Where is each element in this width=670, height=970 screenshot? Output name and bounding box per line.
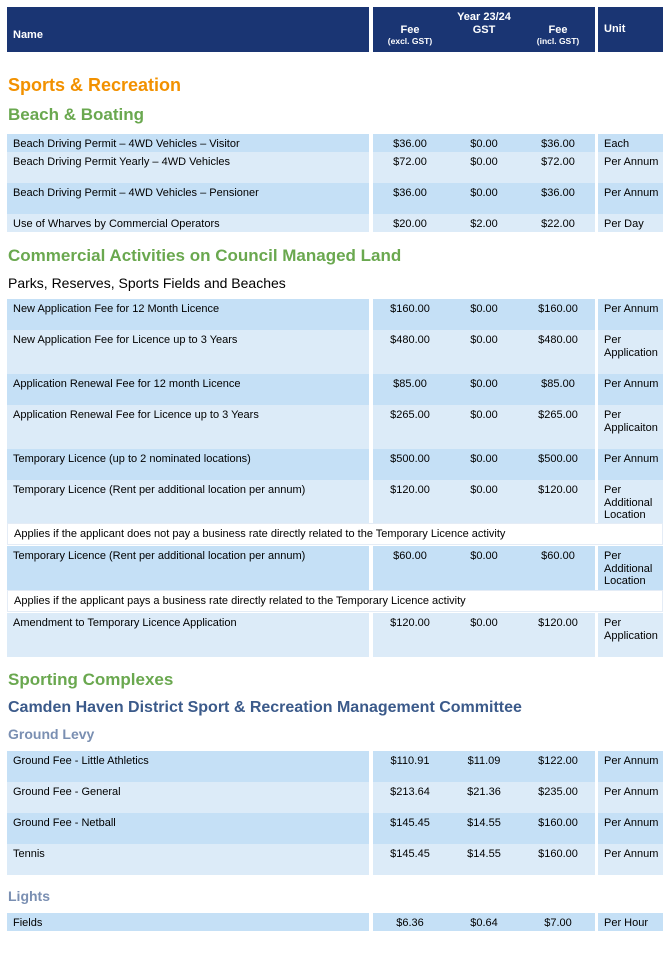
row-unit: Per Day xyxy=(598,214,663,232)
fee-excl: $72.00 xyxy=(393,156,427,168)
fee-excl: $500.00 xyxy=(390,453,430,465)
fee-excl: $213.64 xyxy=(390,786,430,798)
row-unit: Per Annum xyxy=(598,374,663,405)
fee-incl: $480.00 xyxy=(538,334,578,346)
fee-excl: $110.91 xyxy=(390,755,430,767)
row-fees xyxy=(373,613,595,657)
row-note: Applies if the applicant does not pay a business rate directly related to the Temporary Licence activity xyxy=(7,523,663,545)
row-name: Ground Fee - Little Athletics xyxy=(7,751,369,782)
row-unit: Per Annum xyxy=(598,813,663,844)
table-row xyxy=(0,152,670,183)
row-name: Tennis xyxy=(7,844,369,875)
table-row xyxy=(0,751,670,782)
row-fees xyxy=(373,330,595,374)
subheading-camden: Camden Haven District Sport & Recreation Management Committee xyxy=(8,699,522,716)
table-row xyxy=(0,480,670,523)
gst: $14.55 xyxy=(467,848,501,860)
row-name: Temporary Licence (up to 2 nominated locations) xyxy=(7,449,369,480)
row-unit: Per Application xyxy=(598,330,663,374)
row-fees xyxy=(373,405,595,449)
fee-excl: $480.00 xyxy=(390,334,430,346)
row-unit: Per Annum xyxy=(598,844,663,875)
fee-incl: $265.00 xyxy=(538,409,578,421)
row-name: Ground Fee - General xyxy=(7,782,369,813)
gst: $0.00 xyxy=(470,484,498,496)
row-fees xyxy=(373,449,595,480)
column-header-fee-incl xyxy=(521,24,595,47)
subheading-parks: Parks, Reserves, Sports Fields and Beaches xyxy=(8,275,286,291)
row-unit: Per Additional Location xyxy=(598,480,663,523)
gst: $0.00 xyxy=(470,303,498,315)
row-fees xyxy=(373,844,595,875)
fee-incl: $235.00 xyxy=(538,786,578,798)
fee-excl: $60.00 xyxy=(393,550,427,562)
table-row xyxy=(0,214,670,232)
row-unit: Per Annum xyxy=(598,152,663,183)
fee-incl: $122.00 xyxy=(538,755,578,767)
row-name: Beach Driving Permit – 4WD Vehicles – Visitor xyxy=(7,134,369,152)
fee-excl: $85.00 xyxy=(393,378,427,390)
gst: $0.00 xyxy=(470,378,498,390)
row-unit: Per Application xyxy=(598,613,663,657)
fee-excl-label: Fee xyxy=(400,24,420,36)
fee-excl: $6.36 xyxy=(396,917,424,929)
column-header-fee-excl xyxy=(373,24,447,47)
year-label: Year 23/24 xyxy=(457,11,511,23)
row-fees xyxy=(373,751,595,782)
fee-incl: $160.00 xyxy=(538,848,578,860)
gst: $0.00 xyxy=(470,453,498,465)
gst: $0.00 xyxy=(470,187,498,199)
table-row xyxy=(0,813,670,844)
gst: $11.09 xyxy=(467,755,501,767)
gst: $0.64 xyxy=(470,917,498,929)
row-unit: Per Applicaiton xyxy=(598,405,663,449)
section-heading-sports: Sports & Recreation xyxy=(8,75,182,95)
row-name: Ground Fee - Netball xyxy=(7,813,369,844)
row-fees xyxy=(373,299,595,330)
fee-excl: $36.00 xyxy=(393,138,427,150)
table-row xyxy=(0,330,670,374)
fee-excl: $145.45 xyxy=(390,817,430,829)
table-row xyxy=(0,546,670,590)
fee-incl-sublabel: (incl. GST) xyxy=(536,36,580,46)
gst: $0.00 xyxy=(470,334,498,346)
fee-incl: $72.00 xyxy=(541,156,575,168)
row-name: Beach Driving Permit Yearly – 4WD Vehicles xyxy=(7,152,369,183)
row-name: Fields xyxy=(7,913,369,931)
fee-excl: $36.00 xyxy=(393,187,427,199)
gst: $14.55 xyxy=(467,817,501,829)
row-unit: Per Additional Location xyxy=(598,546,663,590)
section-heading-beach: Beach & Boating xyxy=(8,105,145,124)
fee-incl: $500.00 xyxy=(538,453,578,465)
fee-excl: $120.00 xyxy=(390,484,430,496)
gst: $0.00 xyxy=(470,138,498,150)
row-unit: Per Annum xyxy=(598,449,663,480)
row-unit: Per Annum xyxy=(598,183,663,214)
gst: $0.00 xyxy=(470,409,498,421)
table-row xyxy=(0,183,670,214)
row-name: Temporary Licence (Rent per additional location per annum) xyxy=(7,480,369,523)
row-name: Application Renewal Fee for Licence up to 3 Years xyxy=(7,405,369,449)
table-row xyxy=(0,913,670,931)
fee-incl: $36.00 xyxy=(541,138,575,150)
gst: $0.00 xyxy=(470,550,498,562)
table-row xyxy=(0,844,670,875)
row-fees xyxy=(373,374,595,405)
fee-excl: $120.00 xyxy=(390,617,430,629)
gst: $2.00 xyxy=(470,218,498,230)
row-unit: Per Hour xyxy=(598,913,663,931)
subheading-lights: Lights xyxy=(8,888,50,904)
fee-excl-sublabel: (excl. GST) xyxy=(387,36,433,46)
row-unit: Per Annum xyxy=(598,782,663,813)
fee-excl: $265.00 xyxy=(390,409,430,421)
fee-incl: $7.00 xyxy=(544,917,572,929)
gst: $0.00 xyxy=(470,156,498,168)
row-name: New Application Fee for Licence up to 3 Years xyxy=(7,330,369,374)
section-heading-complexes: Sporting Complexes xyxy=(8,670,174,689)
row-unit: Per Annum xyxy=(598,751,663,782)
row-name: New Application Fee for 12 Month Licence xyxy=(7,299,369,330)
row-note: Applies if the applicant pays a business rate directly related to the Temporary Licence activity xyxy=(7,590,663,612)
row-fees xyxy=(373,813,595,844)
fee-excl: $160.00 xyxy=(390,303,430,315)
fee-incl: $120.00 xyxy=(538,484,578,496)
row-fees xyxy=(373,183,595,214)
row-fees xyxy=(373,214,595,232)
table-row xyxy=(0,405,670,449)
fee-incl: $160.00 xyxy=(538,817,578,829)
gst: $0.00 xyxy=(470,617,498,629)
fee-excl: $20.00 xyxy=(393,218,427,230)
column-header-name: Name xyxy=(7,7,369,52)
row-fees xyxy=(373,546,595,590)
row-fees xyxy=(373,480,595,523)
row-fees xyxy=(373,913,595,931)
gst: $21.36 xyxy=(467,786,501,798)
table-row xyxy=(0,134,670,152)
row-name: Temporary Licence (Rent per additional location per annum) xyxy=(7,546,369,590)
row-fees xyxy=(373,134,595,152)
table-row xyxy=(0,613,670,657)
row-fees xyxy=(373,152,595,183)
table-row xyxy=(0,449,670,480)
fee-incl-label: Fee xyxy=(548,24,568,36)
table-row xyxy=(0,782,670,813)
fee-incl: $160.00 xyxy=(538,303,578,315)
row-name: Use of Wharves by Commercial Operators xyxy=(7,214,369,232)
table-row xyxy=(0,299,670,330)
column-header-unit: Unit xyxy=(598,7,663,52)
row-name: Amendment to Temporary Licence Application xyxy=(7,613,369,657)
fee-incl: $22.00 xyxy=(541,218,575,230)
row-unit: Each xyxy=(598,134,663,152)
fee-incl: $60.00 xyxy=(541,550,575,562)
subheading-ground-levy: Ground Levy xyxy=(8,726,95,742)
row-fees xyxy=(373,782,595,813)
column-header-gst: GST xyxy=(472,24,496,36)
fee-incl: $120.00 xyxy=(538,617,578,629)
section-heading-commercial: Commercial Activities on Council Managed Land xyxy=(8,246,402,265)
fee-incl: $36.00 xyxy=(541,187,575,199)
row-name: Application Renewal Fee for 12 month Licence xyxy=(7,374,369,405)
row-unit: Per Annum xyxy=(598,299,663,330)
column-header-year xyxy=(373,7,595,52)
fee-excl: $145.45 xyxy=(390,848,430,860)
row-name: Beach Driving Permit – 4WD Vehicles – Pensioner xyxy=(7,183,369,214)
table-row xyxy=(0,374,670,405)
fee-incl: $85.00 xyxy=(541,378,575,390)
